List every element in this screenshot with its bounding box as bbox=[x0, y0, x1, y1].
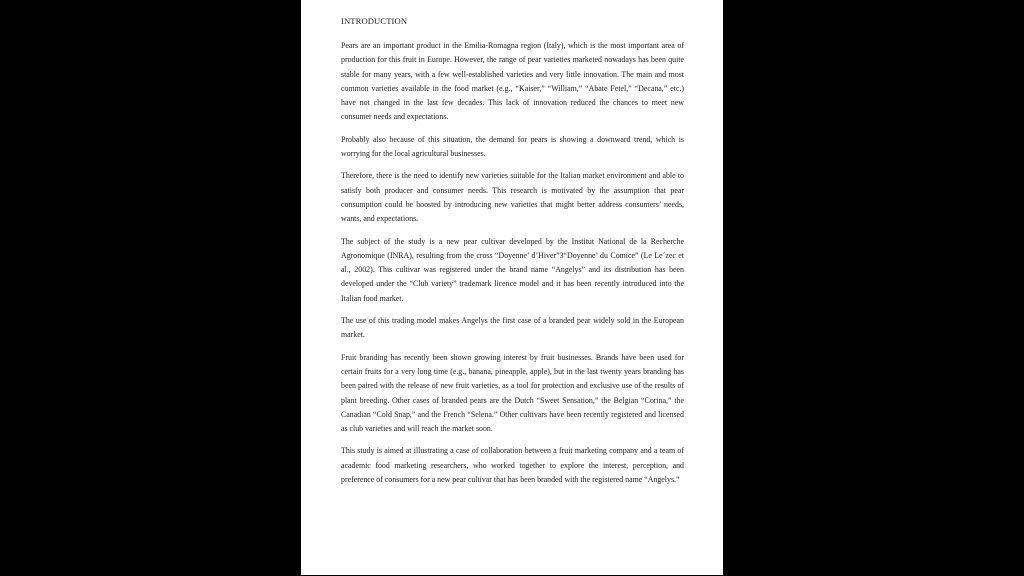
paragraph: Probably also because of this situation, the demand for pears is showing a downward trend, which is worrying for the local agricultural businesses. bbox=[341, 134, 684, 159]
paragraph: Therefore, there is the need to identify new varieties suitable for the Italian market environment and able to satisfy both producer and consumer needs. This research is motivated by the assumption that pear consumption could be boosted by introducing new varieties that might better address consumers’ needs, wants, and expectations. bbox=[341, 171, 684, 224]
paragraph: Pears are an important product in the Emilia-Romagna region (Italy), which is the most important area of production for this fruit in Europe. However, the range of pear varieties marketed nowadays has been quite stable for many years, with a few well-established varieties and very little innovation. The main and most common varieties available in the food market (e.g., “Kaiser,” “William,” “Abate Fetel,” “Decana,” etc.) have not changed in the last few decades. This lack of innovation reduced the chances to meet new consumer needs and expectations. bbox=[341, 41, 684, 122]
paragraph: This study is aimed at illustrating a case of collaboration between a fruit marketing company and a team of academic food marketing researchers, who worked together to explore the interest, perception, and preference of consumers for a new pear cultivar that has been branded with the registered name “Angelys.” bbox=[341, 446, 684, 485]
document-page bbox=[301, 0, 723, 575]
section-heading: INTRODUCTION bbox=[341, 16, 408, 26]
paragraph: Fruit branding has recently been shown growing interest by fruit businesses. Brands have been used for certain fruits for a very long time (e.g., banana, pineapple, apple), but in the last twenty years branding has been paired with the release of new fruit varieties, as a tool for protection and exclusive use of the results of plant breeding. Other cases of branded pears are the Dutch “Sweet Sensation,” the Belgian “Corina,” the Canadian “Cold Snap,” and the French “Selena.” Other cultivars have been recently registered and licensed as club varieties and will reach the market soon. bbox=[341, 352, 684, 434]
paragraph: The use of this trading model makes Angelys the first case of a branded pear widely sold in the European market. bbox=[341, 316, 684, 340]
paragraph: The subject of the study is a new pear cultivar developed by the Institut National de la Recherche Agronomique (INRA), resulting from the cross “Doyenne’ d’Hiver”3“Doyenne’ du Comice” (Le Le´zec et al., 2002). This cultivar was registered under the brand name “Angelys” and its distribution has been developed under the “Club variety” trademark licence model and it has been recently introduced into the Italian food market. bbox=[341, 236, 684, 303]
